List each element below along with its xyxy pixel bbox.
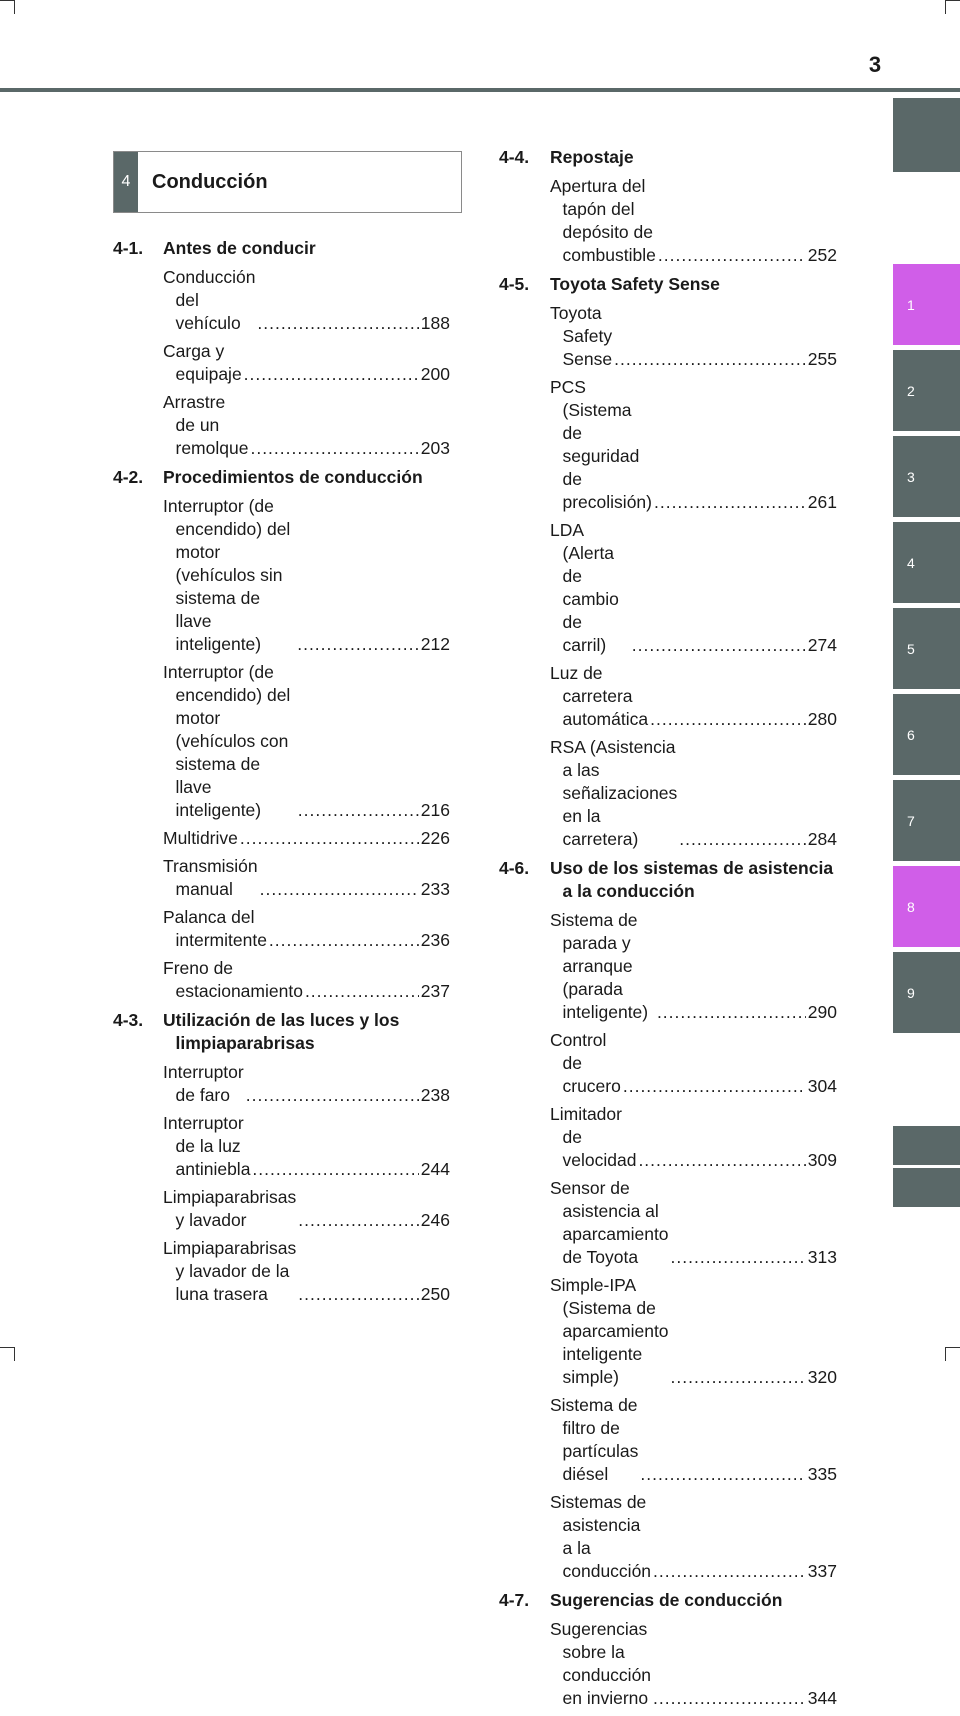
toc-entry-text: RSA (Asistencia a las señalizaciones en la carretera)	[550, 737, 678, 849]
toc-group-title: Sugerencias de conducción	[550, 1590, 783, 1610]
dot-leader	[653, 1687, 806, 1710]
dot-leader	[269, 929, 419, 952]
toc-entry-page: 284	[807, 829, 837, 849]
dot-leader	[240, 827, 419, 850]
crop-mark	[14, 1347, 15, 1361]
toc-entry[interactable]	[499, 1394, 837, 1486]
toc-entry-text: Sugerencias sobre la conducción en invierno	[550, 1619, 652, 1708]
toc-entry[interactable]	[113, 1237, 450, 1306]
toc-entry-text: Sistema de filtro de partículas diésel	[550, 1395, 639, 1484]
toc-group-code: 4-1.	[113, 238, 144, 258]
section-title: Conducción	[152, 170, 268, 193]
chapter-tab-blank[interactable]	[893, 1126, 960, 1165]
toc-entry-text: Luz de carretera automática	[550, 663, 649, 729]
dot-leader	[679, 828, 806, 851]
toc-entry-text: Limpiaparabrisas y lavador de la luna trasera	[163, 1238, 297, 1304]
dot-leader	[657, 1001, 806, 1024]
toc-entry-text: Multidrive	[163, 828, 238, 848]
toc-entry-text: Interruptor (de encendido) del motor (vehículos con sistema de llave inteligente)	[163, 662, 291, 820]
chapter-tab-4[interactable]: 4	[893, 522, 960, 603]
toc-entry-page: 255	[807, 349, 837, 369]
toc-entry-page: 238	[420, 1085, 450, 1105]
toc-entry[interactable]	[113, 957, 450, 1003]
dot-leader	[650, 708, 806, 731]
toc-entry-text: Control de crucero	[550, 1030, 621, 1096]
toc-entry[interactable]	[499, 376, 837, 514]
dot-leader	[658, 244, 806, 267]
toc-entry-page: 313	[807, 1247, 837, 1267]
chapter-tab-1[interactable]: 1	[893, 264, 960, 345]
section-header	[113, 151, 462, 213]
toc-group-title: Antes de conducir	[163, 238, 316, 258]
toc-entry[interactable]	[499, 662, 837, 731]
dot-leader	[671, 1366, 806, 1389]
toc-group-code: 4-7.	[499, 1590, 530, 1610]
page-number: 3	[868, 52, 882, 77]
chapter-tab-blank[interactable]	[893, 1168, 960, 1207]
toc-entry-text: Arrastre de un remolque	[163, 392, 249, 458]
dot-leader	[632, 634, 806, 657]
dot-leader	[246, 1084, 419, 1107]
toc-entry-page: 250	[420, 1284, 450, 1304]
dot-leader	[257, 312, 418, 335]
toc-entry-page: 216	[420, 800, 450, 820]
toc-group-heading[interactable]	[499, 857, 837, 903]
toc-entry-text: Interruptor de faro	[163, 1062, 244, 1105]
toc-entry[interactable]	[113, 827, 450, 850]
toc-group-code: 4-6.	[499, 858, 530, 878]
section-number: 4	[114, 152, 138, 212]
chapter-tab-3[interactable]: 3	[893, 436, 960, 517]
toc-entry-text: Transmisión manual	[163, 856, 258, 899]
toc-group-code: 4-2.	[113, 467, 144, 487]
toc-group	[113, 237, 450, 460]
toc-group	[499, 857, 837, 1583]
dot-leader	[614, 348, 806, 371]
toc-entry[interactable]	[499, 175, 837, 267]
toc-entry-text: Carga y equipaje	[163, 341, 242, 384]
header-rule	[0, 88, 960, 92]
toc-entry[interactable]	[113, 1186, 450, 1232]
toc-entry-page: 280	[807, 709, 837, 729]
toc-entry[interactable]	[113, 340, 450, 386]
toc-group-heading[interactable]	[499, 146, 837, 169]
toc-entry-page: 236	[420, 930, 450, 950]
toc-group-title: Uso de los sistemas de asistencia a la conducción	[550, 858, 834, 901]
toc-entry-page: 203	[420, 438, 450, 458]
toc-entry-text: Interruptor (de encendido) del motor (vehículos sin sistema de llave inteligente)	[163, 496, 291, 654]
toc-group-heading[interactable]	[113, 1009, 450, 1055]
toc-group-heading[interactable]	[113, 237, 450, 260]
toc-entry[interactable]	[499, 736, 837, 851]
toc-entry-text: PCS (Sistema de seguridad de precolisión)	[550, 377, 652, 512]
toc-entry-text: Conducción del vehículo	[163, 267, 256, 333]
toc-entry-text: Sistema de parada y arranque (parada inteligente)	[550, 910, 649, 1022]
dot-leader	[305, 980, 419, 1003]
crop-mark	[0, 1347, 14, 1348]
dot-leader	[250, 437, 418, 460]
chapter-tab-9[interactable]: 9	[893, 952, 960, 1033]
toc-group-heading[interactable]	[499, 1589, 837, 1612]
dot-leader	[298, 1283, 419, 1306]
toc-entry-page: 337	[807, 1561, 837, 1581]
toc-entry[interactable]	[499, 519, 837, 657]
toc-entry-page: 188	[420, 313, 450, 333]
toc-entry[interactable]	[113, 661, 450, 822]
toc-entry-page: 274	[807, 635, 837, 655]
toc-entry-page: 246	[420, 1210, 450, 1230]
toc-group-code: 4-5.	[499, 274, 530, 294]
toc-left-column	[113, 237, 450, 1312]
toc-group-title: Toyota Safety Sense	[550, 274, 720, 294]
toc-entry-text: Simple-IPA (Sistema de aparcamiento inteligente simple)	[550, 1275, 669, 1387]
toc-entry[interactable]	[499, 1491, 837, 1583]
toc-entry-page: 237	[420, 981, 450, 1001]
toc-entry-page: 344	[807, 1688, 837, 1708]
toc-entry-text: Limitador de velocidad	[550, 1104, 637, 1170]
dot-leader	[638, 1149, 805, 1172]
toc-group-title: Procedimientos de conducción	[163, 467, 423, 487]
toc-entry-text: Freno de estacionamiento	[163, 958, 303, 1001]
toc-group-code: 4-3.	[113, 1010, 144, 1030]
toc-entry-page: 226	[420, 828, 450, 848]
dot-leader	[671, 1246, 806, 1269]
toc-entry-page: 304	[807, 1076, 837, 1096]
dot-leader	[298, 799, 419, 822]
toc-entry[interactable]	[499, 1029, 837, 1098]
toc-entry-text: Sistemas de asistencia a la conducción	[550, 1492, 652, 1581]
toc-entry[interactable]	[113, 1061, 450, 1107]
toc-entry[interactable]	[113, 855, 450, 901]
toc-entry[interactable]	[499, 1618, 837, 1710]
toc-entry-page: 212	[420, 634, 450, 654]
toc-group	[113, 466, 450, 1003]
chapter-tab-7[interactable]: 7	[893, 780, 960, 861]
toc-entry-page: 252	[807, 245, 837, 265]
crop-mark	[0, 0, 14, 1]
toc-entry[interactable]	[113, 266, 450, 335]
dot-leader	[654, 491, 806, 514]
toc-right-column	[499, 146, 837, 1716]
toc-entry-text: Sensor de asistencia al aparcamiento de Toyota	[550, 1178, 669, 1267]
toc-entry[interactable]	[113, 906, 450, 952]
dot-leader	[244, 363, 419, 386]
dot-leader	[653, 1560, 806, 1583]
toc-entry[interactable]	[499, 1177, 837, 1269]
chapter-tab-8[interactable]: 8	[893, 866, 960, 947]
toc-group-title: Repostaje	[550, 147, 634, 167]
chapter-tab-blank[interactable]	[893, 98, 960, 172]
toc-entry[interactable]	[499, 1274, 837, 1389]
toc-group	[499, 146, 837, 267]
toc-group-title: Utilización de las luces y los limpiaparabrisas	[163, 1010, 400, 1053]
toc-entry[interactable]	[113, 1112, 450, 1181]
toc-entry-text: Apertura del tapón del depósito de combustible	[550, 176, 656, 265]
dot-leader	[260, 878, 419, 901]
chapter-tab-5[interactable]: 5	[893, 608, 960, 689]
toc-group	[113, 1009, 450, 1306]
dot-leader	[252, 1158, 418, 1181]
chapter-tab-6[interactable]: 6	[893, 694, 960, 775]
toc-entry-page: 261	[807, 492, 837, 512]
toc-group-code: 4-4.	[499, 147, 530, 167]
toc-entry[interactable]	[499, 909, 837, 1024]
chapter-tabs	[893, 0, 960, 1361]
toc-group-heading[interactable]	[499, 273, 837, 296]
toc-entry-text: LDA (Alerta de cambio de carril)	[550, 520, 619, 655]
toc-entry[interactable]	[113, 391, 450, 460]
dot-leader	[640, 1463, 805, 1486]
toc-entry-text: Toyota Safety Sense	[550, 303, 613, 369]
dot-leader	[298, 1209, 419, 1232]
crop-mark	[14, 0, 15, 14]
toc-entry-text: Interruptor de la luz antiniebla	[163, 1113, 251, 1179]
dot-leader	[297, 633, 419, 656]
toc-group	[499, 273, 837, 851]
toc-entry-page: 309	[807, 1150, 837, 1170]
dot-leader	[623, 1075, 806, 1098]
toc-entry-page: 290	[807, 1002, 837, 1022]
toc-entry[interactable]	[499, 302, 837, 371]
toc-entry-page: 200	[420, 364, 450, 384]
toc-entry[interactable]	[113, 495, 450, 656]
toc-group	[499, 1589, 837, 1710]
toc-entry-page: 335	[807, 1464, 837, 1484]
toc-entry-page: 320	[807, 1367, 837, 1387]
toc-entry-text: Palanca del intermitente	[163, 907, 267, 950]
toc-entry[interactable]	[499, 1103, 837, 1172]
chapter-tab-2[interactable]: 2	[893, 350, 960, 431]
toc-group-heading[interactable]	[113, 466, 450, 489]
toc-entry-page: 233	[420, 879, 450, 899]
toc-entry-text: Limpiaparabrisas y lavador	[163, 1187, 297, 1230]
toc-entry-page: 244	[420, 1159, 450, 1179]
